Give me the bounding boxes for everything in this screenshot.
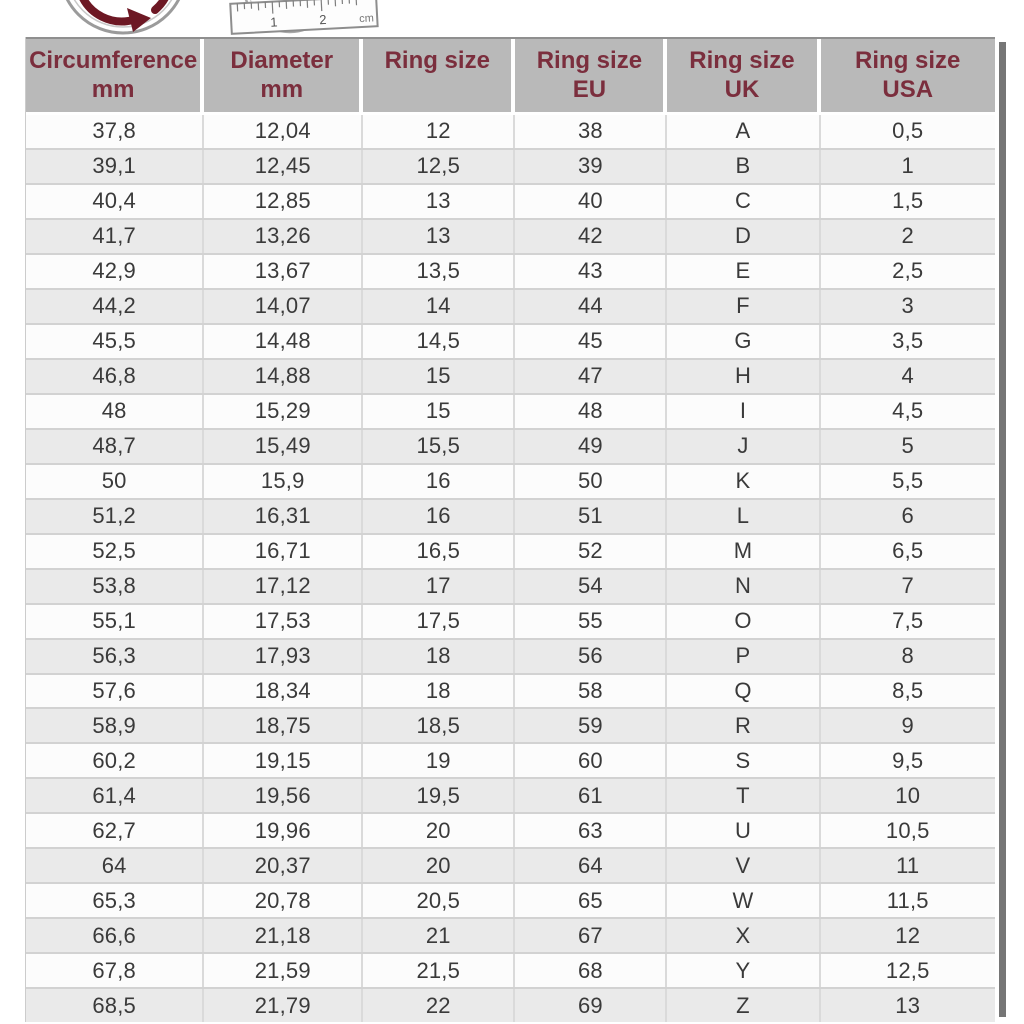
table-cell-circumference-mm: 46,8 [26,360,204,393]
table-cell-ring-size-uk: Z [667,989,820,1022]
table-cell-diameter-mm: 16,31 [204,500,363,533]
table-cell-diameter-mm: 17,12 [204,570,363,603]
column-header-line1: Circumference [29,47,198,74]
table-cell-circumference-mm: 44,2 [26,290,204,323]
table-cell-ring-size-uk: P [667,640,820,673]
table-cell-circumference-mm: 40,4 [26,185,204,218]
column-header-line2: USA [882,76,934,103]
table-cell-circumference-mm: 53,8 [26,570,204,603]
table-cell-ring-size-usa: 10 [895,782,921,808]
table-cell-ring-size-uk: S [667,744,820,777]
table-row [26,533,995,568]
table-cell-diameter-mm: 12,45 [204,150,363,183]
table-cell-circumference-mm: 61,4 [26,779,204,812]
table-cell-ring-size-uk: V [667,849,820,882]
table-cell-ring-size-eu: 58 [515,675,667,708]
table-cell-circumference-mm: 42,9 [26,255,204,288]
table-row [26,463,995,498]
ruler-mark-2: 2 [318,11,327,28]
column-header-circumference-mm [26,39,204,112]
table-row [26,987,995,1022]
table-cell-ring-size-uk: G [667,325,820,358]
table-cell-ring-size-uk: A [667,115,820,148]
table-row [26,253,995,288]
table-cell-ring-size: 20 [363,814,515,847]
table-cell-ring-size: 15 [363,360,515,393]
table-cell-ring-size-uk: C [667,185,820,218]
table-row [26,777,995,812]
table-cell-ring-size-eu: 40 [515,185,667,218]
column-header-line1: Ring size [384,47,490,74]
table-cell-ring-size-eu: 52 [515,535,667,568]
table-cell-ring-size: 16,5 [363,535,515,568]
table-cell-circumference-mm: 62,7 [26,814,204,847]
table-cell-ring-size-usa: 3 [901,293,914,319]
table-cell-ring-size: 22 [363,989,515,1022]
column-header-ring-size-usa [821,39,995,112]
table-row [26,288,995,323]
column-header-line2: EU [572,76,607,103]
table-cell-ring-size-uk: M [667,535,820,568]
table-cell-ring-size-eu: 56 [515,640,667,673]
table-cell-ring-size-usa: 8,5 [892,677,924,703]
table-cell-ring-size-eu: 69 [515,989,667,1022]
table-row [26,707,995,742]
table-cell-diameter-mm: 14,48 [204,325,363,358]
table-cell-ring-size: 13 [363,185,515,218]
table-cell-circumference-mm: 66,6 [26,919,204,952]
table-cell-ring-size: 15,5 [363,430,515,463]
table-cell-ring-size-usa: 3,5 [892,328,924,354]
table-cell-ring-size-usa: 7,5 [892,608,924,634]
table-cell-ring-size-uk: I [667,395,820,428]
table-cell-diameter-mm: 18,75 [204,709,363,742]
table-cell-ring-size-eu: 47 [515,360,667,393]
table-cell-ring-size: 16 [363,465,515,498]
table-cell-ring-size-uk: J [667,430,820,463]
ring-circumference-icon [55,0,191,37]
table-cell-ring-size-eu: 67 [515,919,667,952]
table-cell-ring-size-usa: 11 [896,852,920,878]
table-cell-diameter-mm: 14,07 [204,290,363,323]
table-cell-diameter-mm: 12,85 [204,185,363,218]
table-cell-ring-size-eu: 59 [515,709,667,742]
table-cell-ring-size: 13 [363,220,515,253]
table-cell-ring-size-uk: Y [667,954,820,987]
table-cell-ring-size-usa: 4,5 [892,398,924,424]
table-row [26,742,995,777]
table-row [26,603,995,638]
column-header-diameter-mm [204,39,363,112]
table-cell-ring-size-eu: 54 [515,570,667,603]
table-cell-circumference-mm: 52,5 [26,535,204,568]
table-cell-ring-size-usa: 7 [901,573,914,599]
table-cell-ring-size-uk: D [667,220,820,253]
table-cell-ring-size-usa: 12,5 [885,957,930,983]
table-cell-circumference-mm: 51,2 [26,500,204,533]
column-header-line1: Diameter [230,47,334,74]
column-header-ring-size-eu [515,39,667,112]
column-header-ring-size [363,39,515,112]
table-cell-ring-size-uk: K [667,465,820,498]
table-cell-ring-size-eu: 49 [515,430,667,463]
table-row [26,847,995,882]
table-cell-ring-size: 16 [363,500,515,533]
table-cell-ring-size: 20,5 [363,884,515,917]
table-cell-diameter-mm: 19,56 [204,779,363,812]
table-cell-ring-size: 13,5 [363,255,515,288]
table-row [26,183,995,218]
table-cell-ring-size-usa: 1,5 [892,188,924,214]
ruler-diameter-icon [228,0,380,37]
table-row [26,638,995,673]
table-row [26,882,995,917]
table-cell-ring-size-usa: 9 [901,712,914,738]
table-cell-diameter-mm: 21,18 [204,919,363,952]
table-cell-ring-size-usa: 13 [895,992,921,1018]
table-cell-diameter-mm: 21,79 [204,989,363,1022]
table-row [26,428,995,463]
table-row [26,812,995,847]
table-cell-ring-size-usa: 12 [895,922,921,948]
table-cell-ring-size-eu: 63 [515,814,667,847]
table-cell-ring-size-usa: 2 [901,223,914,249]
table-cell-ring-size-usa: 5 [901,433,914,459]
table-cell-ring-size-usa: 5,5 [892,468,924,494]
table-cell-ring-size-eu: 51 [515,500,667,533]
table-row [26,568,995,603]
ruler-mark-cm: cm [358,12,375,26]
table-cell-ring-size-eu: 45 [515,325,667,358]
table-cell-diameter-mm: 17,53 [204,605,363,638]
table-cell-ring-size: 19,5 [363,779,515,812]
table-cell-ring-size: 14,5 [363,325,515,358]
table-cell-diameter-mm: 12,04 [204,115,363,148]
table-cell-ring-size-uk: N [667,570,820,603]
table-cell-diameter-mm: 15,29 [204,395,363,428]
table-cell-ring-size-usa: 6 [901,503,914,529]
column-header-line2: mm [91,76,135,103]
table-row [26,393,995,428]
header-icons [0,0,1024,37]
table-cell-diameter-mm: 15,49 [204,430,363,463]
table-cell-ring-size: 21,5 [363,954,515,987]
table-cell-ring-size-uk: B [667,150,820,183]
table-cell-ring-size-usa: 10,5 [885,817,930,843]
table-cell-circumference-mm: 60,2 [26,744,204,777]
table-cell-ring-size-uk: F [667,290,820,323]
table-cell-circumference-mm: 57,6 [26,675,204,708]
table-cell-ring-size-uk: W [667,884,820,917]
table-cell-ring-size-usa: 2,5 [892,258,924,284]
table-cell-ring-size: 14 [363,290,515,323]
table-cell-ring-size-uk: U [667,814,820,847]
column-header-line1: Ring size [689,47,795,74]
table-cell-ring-size: 20 [363,849,515,882]
table-header-row [26,37,995,112]
column-header-line1: Ring size [855,47,961,74]
column-header-line2: mm [260,76,304,103]
table-cell-ring-size-eu: 48 [515,395,667,428]
table-cell-circumference-mm: 37,8 [26,115,204,148]
table-cell-ring-size: 12 [363,115,515,148]
table-cell-ring-size-eu: 65 [515,884,667,917]
table-cell-diameter-mm: 17,93 [204,640,363,673]
table-cell-circumference-mm: 55,1 [26,605,204,638]
table-shadow [999,42,1006,1017]
table-cell-ring-size-usa: 4 [901,363,914,389]
table-cell-circumference-mm: 56,3 [26,640,204,673]
table-cell-ring-size-uk: H [667,360,820,393]
table-cell-diameter-mm: 16,71 [204,535,363,568]
table-row [26,358,995,393]
table-cell-diameter-mm: 13,67 [204,255,363,288]
table-row [26,148,995,183]
table-cell-ring-size-usa: 9,5 [892,747,924,773]
table-cell-diameter-mm: 15,9 [204,465,363,498]
table-cell-circumference-mm: 64 [26,849,204,882]
table-cell-diameter-mm: 14,88 [204,360,363,393]
table-cell-circumference-mm: 68,5 [26,989,204,1022]
table-cell-ring-size-uk: O [667,605,820,638]
table-cell-circumference-mm: 58,9 [26,709,204,742]
table-cell-diameter-mm: 20,37 [204,849,363,882]
table-cell-circumference-mm: 48 [26,395,204,428]
table-cell-ring-size-usa: 1 [901,153,914,179]
table-cell-ring-size-usa: 8 [901,643,914,669]
table-row [26,115,995,148]
table-cell-circumference-mm: 67,8 [26,954,204,987]
table-cell-ring-size-eu: 44 [515,290,667,323]
table-cell-circumference-mm: 50 [26,465,204,498]
table-cell-ring-size-eu: 68 [515,954,667,987]
table-cell-ring-size-eu: 42 [515,220,667,253]
table-cell-circumference-mm: 48,7 [26,430,204,463]
table-cell-ring-size: 18 [363,675,515,708]
table-cell-ring-size-eu: 55 [515,605,667,638]
column-header-ring-size-uk [667,39,820,112]
table-row [26,498,995,533]
table-cell-diameter-mm: 13,26 [204,220,363,253]
table-cell-circumference-mm: 65,3 [26,884,204,917]
table-cell-circumference-mm: 41,7 [26,220,204,253]
table-cell-ring-size-eu: 38 [515,115,667,148]
table-cell-ring-size: 18 [363,640,515,673]
table-cell-ring-size-uk: T [667,779,820,812]
table-cell-ring-size-uk: Q [667,675,820,708]
table-cell-ring-size-eu: 60 [515,744,667,777]
table-cell-ring-size-usa: 6,5 [892,538,924,564]
table-body [26,115,995,1022]
table-row [26,673,995,708]
table-cell-ring-size: 18,5 [363,709,515,742]
table-cell-diameter-mm: 18,34 [204,675,363,708]
table-cell-diameter-mm: 19,15 [204,744,363,777]
column-header-line1: Ring size [536,47,643,74]
table-cell-ring-size-eu: 61 [515,779,667,812]
table-cell-ring-size-uk: E [667,255,820,288]
table-row [26,218,995,253]
table-cell-ring-size-eu: 50 [515,465,667,498]
table-row [26,952,995,987]
table-cell-ring-size-eu: 39 [515,150,667,183]
table-cell-ring-size-usa: 11,5 [886,887,929,913]
table-cell-ring-size: 17 [363,570,515,603]
table-cell-ring-size-eu: 43 [515,255,667,288]
table-row [26,917,995,952]
table-cell-diameter-mm: 20,78 [204,884,363,917]
table-cell-ring-size: 15 [363,395,515,428]
table-cell-diameter-mm: 19,96 [204,814,363,847]
table-cell-ring-size-uk: R [667,709,820,742]
table-cell-ring-size-uk: X [667,919,820,952]
table-cell-ring-size-eu: 64 [515,849,667,882]
column-header-line2: UK [724,76,760,103]
table-cell-ring-size-usa: 0,5 [892,118,924,144]
table-cell-circumference-mm: 39,1 [26,150,204,183]
table-cell-ring-size: 12,5 [363,150,515,183]
table-cell-ring-size: 17,5 [363,605,515,638]
table-cell-ring-size: 21 [363,919,515,952]
table-row [26,323,995,358]
table-cell-diameter-mm: 21,59 [204,954,363,987]
ring-size-table [25,37,995,1022]
ruler-mark-1: 1 [269,14,278,30]
table-cell-ring-size: 19 [363,744,515,777]
table-cell-circumference-mm: 45,5 [26,325,204,358]
table-cell-ring-size-uk: L [667,500,820,533]
